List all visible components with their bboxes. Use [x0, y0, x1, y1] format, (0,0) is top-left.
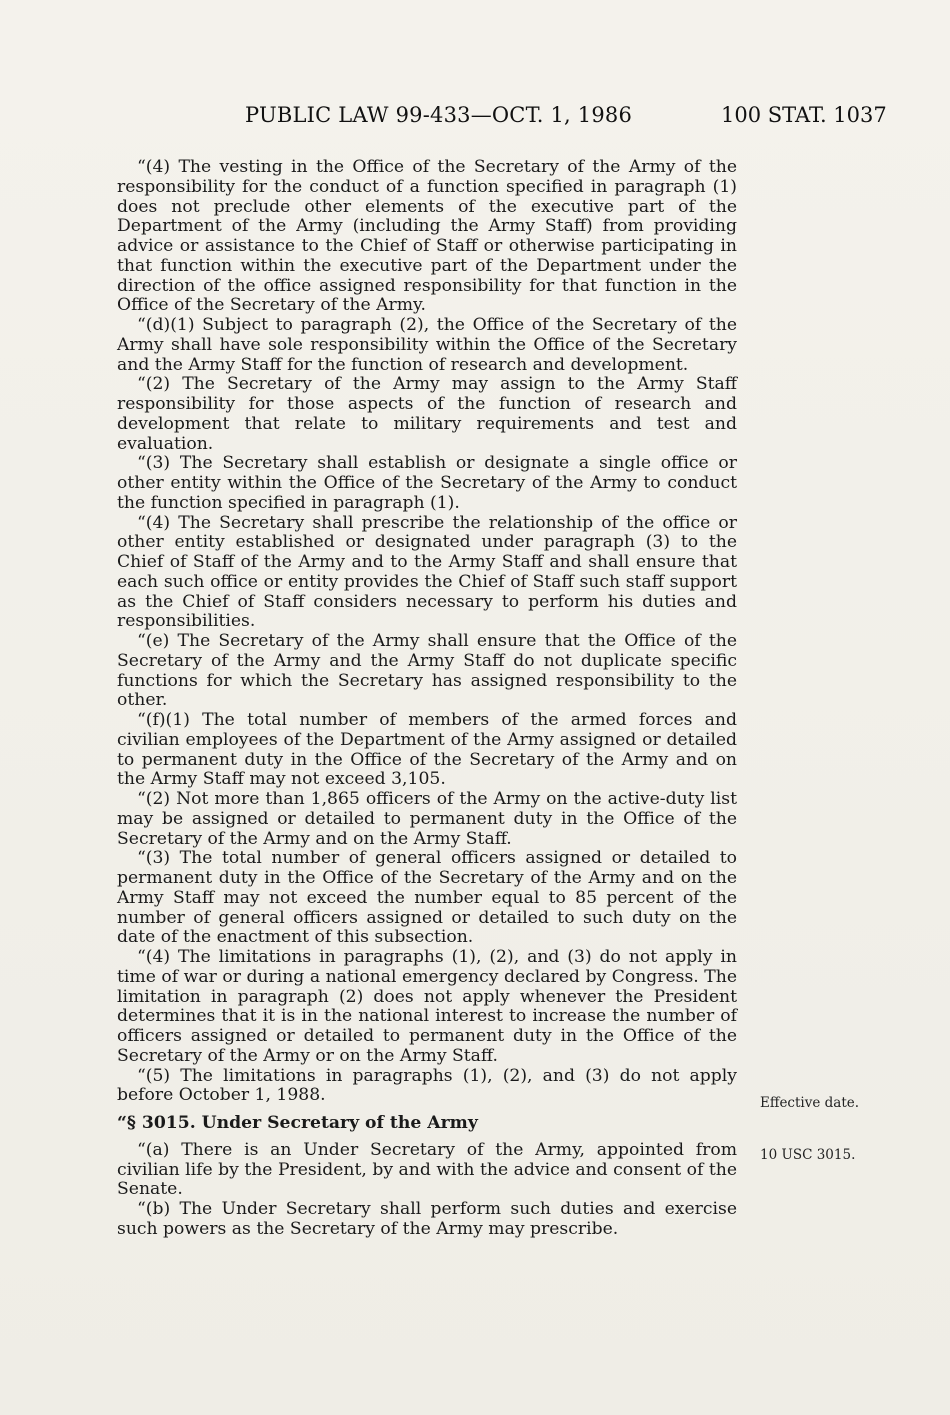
section-paragraph-b: “(b) The Under Secretary shall perform such duties and exercise such powers as the Secretary of the Army may prescribe. [117, 1199, 737, 1239]
page-header [0, 103, 950, 139]
section-heading: “§ 3015. Under Secretary of the Army [117, 1113, 478, 1133]
statute-page-number: 100 STAT. 1037 [721, 103, 887, 127]
paragraph-f4: “(4) The limitations in paragraphs (1), (2), and (3) do not apply in time of war or during a national emergency declared by Congress. The limitation in paragraph (2) does not apply whenever the President determines that it is in the national interest to increase the number of officers assigned or detailed to permanent duty in the Office of the Secretary of the Army or on the Army Staff. [117, 947, 737, 1066]
body-text [117, 158, 737, 1240]
paragraph-f1: “(f)(1) The total number of members of the armed forces and civilian employees of the Department of the Army assigned or detailed to permanent duty in the Office of the Secretary of the Army and on the Army Staff may not exceed 3,105. [117, 710, 737, 790]
paragraph-d4: “(4) The Secretary shall prescribe the relationship of the office or other entity established or designated under paragraph (3) to the Chief of Staff of the Army and to the Army Staff and shall ensure that each such office or entity provides the Chief of Staff such staff support as the Chief of Staff considers necessary to perform his duties and responsibilities. [117, 512, 737, 632]
paragraph-d2: “(2) The Secretary of the Army may assign to the Army Staff responsibility for those aspects of the function of research and development that relate to military requirements and test and evaluation. [117, 374, 737, 454]
paragraph-e: “(e) The Secretary of the Army shall ensure that the Office of the Secretary of the Army and the Army Staff do not duplicate specific functions for which the Secretary has assigned responsibility to the other. [117, 631, 737, 711]
public-law-title: PUBLIC LAW 99-433—OCT. 1, 1986 [245, 103, 633, 127]
paragraph-f5: “(5) The limitations in paragraphs (1), (2), and (3) do not apply before October 1, 1988. [117, 1065, 737, 1106]
margin-note-effective-date: Effective date. [760, 1095, 860, 1111]
paragraph-d1: “(d)(1) Subject to paragraph (2), the Office of the Secretary of the Army shall have sole responsibility within the Office of the Secretary and the Army Staff for the function of research and development. [117, 315, 737, 375]
section-paragraph-a: “(a) There is an Under Secretary of the Army, appointed from civilian life by the President, by and with the advice and consent of the Senate. [117, 1139, 737, 1200]
paragraph-c4: “(4) The vesting in the Office of the Secretary of the Army of the responsibility for the conduct of a function specified in paragraph (1) does not preclude other elements of the executive part of the Department of the Army (including the Army Staff) from providing advice or assistance to the Chief of Staff or otherwise participating in that function within the executive part of the Department under the direction of the office assigned responsibility for that function in the Office of the Secretary of the Army. [117, 157, 737, 316]
paragraph-f3: “(3) The total number of general officers assigned or detailed to permanent duty in the Office of the Secretary of the Army and on the Army Staff may not exceed the number equal to 85 percent of the number of general officers assigned or detailed to such duty on the date of the enactment of this subsection. [117, 848, 737, 948]
paragraph-f2: “(2) Not more than 1,865 officers of the Army on the active-duty list may be assigned or detailed to permanent duty in the Office of the Secretary of the Army and on the Army Staff. [117, 789, 737, 849]
paragraph-d3: “(3) The Secretary shall establish or designate a single office or other entity within the Office of the Secretary of the Army to conduct the function specified in paragraph (1). [117, 453, 737, 513]
margin-note-usc-reference: 10 USC 3015. [760, 1147, 856, 1163]
